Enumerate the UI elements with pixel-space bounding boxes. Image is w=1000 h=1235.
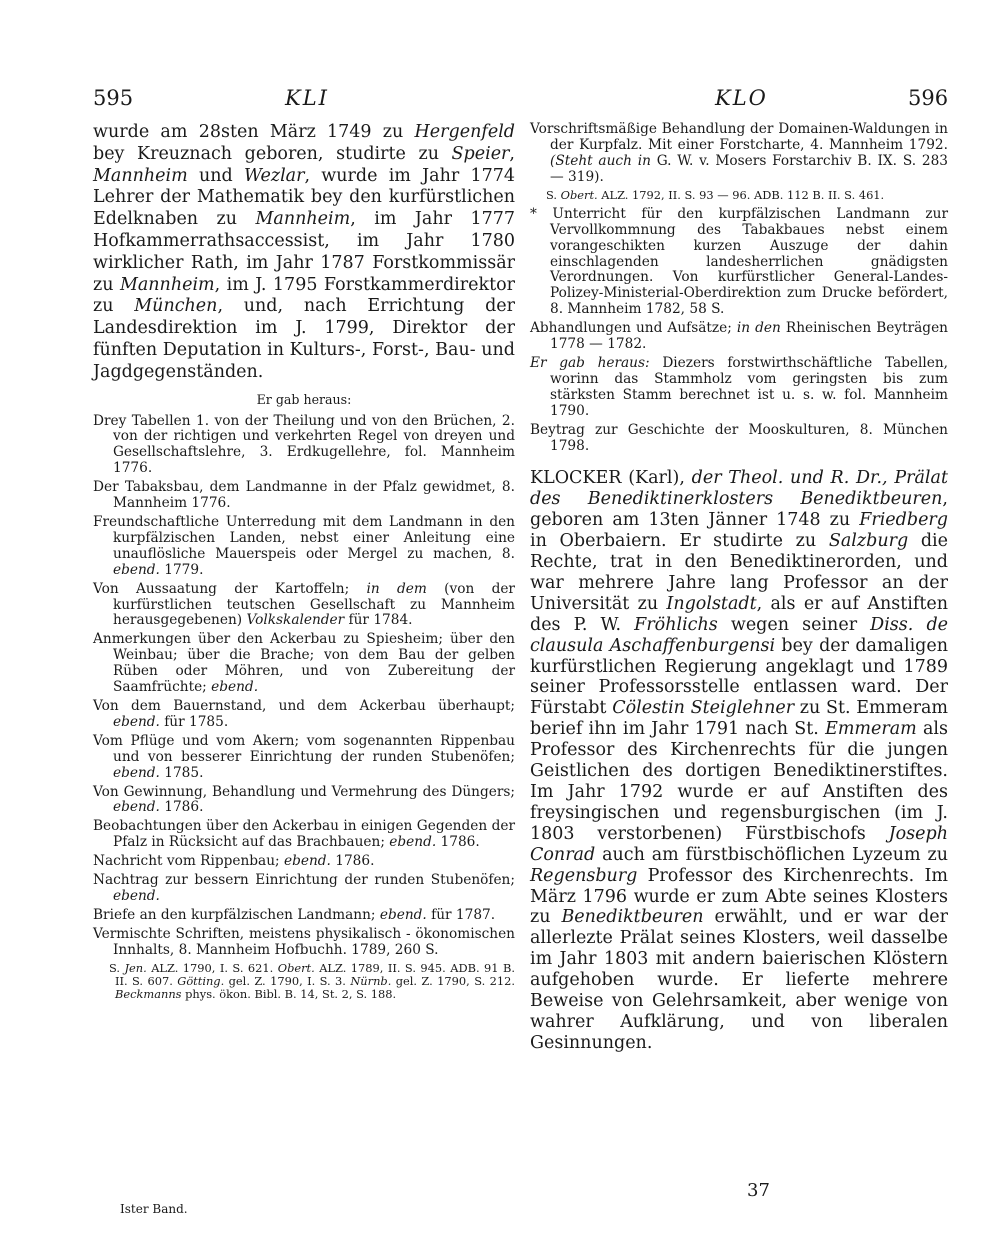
bibliography-entry: Anmerkungen über den Ackerbau zu Spiesheim; über den Weinbau; über die Brache; von dem Bau der gelben Rüben oder Möhren, und von Zubereitung der Saamfrüchte; ebend. <box>93 631 515 696</box>
signature-mark: 37 <box>747 1180 770 1201</box>
bibliography-entry: Briefe an den kurpfälzischen Landmann; ebend. für 1787. <box>93 906 496 923</box>
bibliography-entry: Vorschriftsmäßige Behandlung der Domainen-Waldungen in der Kurpfalz. Mit einer Forstcharte, 4. Mannheim 1792. (Steht auch in G. W. v. Mosers Forstarchiv B. IX. S. 283 — 319). <box>530 121 948 185</box>
bibliography-entry: Der Tabaksbau, dem Landmanne in der Pfalz gewidmet, 8. Mannheim 1776. <box>93 479 515 512</box>
biography-continued: wurde am 28sten März 1749 zu Hergenfeld bey Kreuznach geboren, studirte zu Speier, Mannheim und Wezlar, wurde im Jahr 1774 Lehrer der Mathematik bey den kurfürstlichen Edelknaben zu Mannheim, im Jahr 1777 Hofkammerrathsaccessist, im Jahr 1780 wirklicher Rath, im Jahr 1787 Forstkommissär zu Mannheim, im J. 1795 Forstkammerdirektor zu München, und, nach Errichtung der Landesdirektion im J. 1799, Direktor der fünften Deputation in Kulturs-, Forst-, Bau- und Jagdgegenständen. <box>93 122 515 382</box>
review-references: S. Jen. ALZ. 1790, I. S. 621. Obert. ALZ. 1789, II. S. 945. ADB. 91 B. II. S. 607. Götting. gel. Z. 1790, I. S. 3. Nürnb. gel. Z. 1790, S. 212. Beckmanns phys. ökon. Bibl. B. 14, St. 2, S. 188. <box>109 960 515 1001</box>
bibliography-entry: Beytrag zur Geschichte der Mooskulturen, 8. München 1798. <box>530 421 948 454</box>
page-number-left: 595 <box>93 86 134 110</box>
biography-klocker: KLOCKER (Karl), der Theol. und R. Dr., Prälat des Benediktinerklosters Benediktbeuren, geboren am 13ten Jänner 1748 zu Friedberg in Oberbaiern. Er studirte zu Salzburg die Rechte, trat in den Benediktinerorden, und war mehrere Jahre lang Professor an der Universität zu Ingolstadt, als er auf Anstiften des P. W. Fröhlichs wegen seiner Diss. de clausula Aschaffenburgensi bey der damaligen kurfürstlichen Regierung angeklagt und 1789 seiner Professorsstelle entlassen ward. Der Fürstabt Cölestin Steiglehner zu St. Emmeram berief ihn im Jahr 1791 nach St. Emmeram als Professor des Kirchenrechts für die jungen Geistlichen des dortigen Benediktinerstiftes. Im Jahr 1792 wurde er auf Anstiften des freysingischen und regensburgischen (im J. 1803 verstorbenen) Fürstbischofs Joseph Conrad auch am fürstbischöflichen Lyzeum zu Regensburg Professor des Kirchenrechts. Im März 1796 wurde er zum Abte seines Klosters zu Benediktbeuren erwählt, und er war der allerlezte Prälat seines Klosters, weil dasselbe im Jahr 1803 mit andern baierischen Klöstern aufgehoben wurde. Er lieferte mehrere Beweise von Gelehrsamkeit, aber wenige von wahrer Aufklärung, und von liberalen Gesinnungen. <box>530 468 949 1053</box>
bibliography-entry: Freundschaftliche Unterredung mit dem Landmann in den kurpfälzischen Landen, nebst einer Anleitung eine unauflösliche Mauerspeis oder Mergel zu machen, 8. ebend. 1779. <box>93 514 515 578</box>
bibliography-entry: Vom Pflüge und vom Akern; vom sogenannten Rippenbau und von besserer Einrichtung der runden Stubenöfen; ebend. 1785. <box>93 732 515 781</box>
works-heading: Er gab heraus: <box>256 391 352 407</box>
review-references: S. Obert. ALZ. 1792, II. S. 93 — 96. ADB. 112 B. II. S. 461. <box>546 187 885 202</box>
page-number-right: 596 <box>908 86 949 110</box>
bibliography-entry: * Unterricht für den kurpfälzischen Landmann zur Vervollkommnung des Tabakbaues nebst einem vorangeschikten kurzen Auszuge der dahin einschlagenden landesherrlichen gnädigsten Verordnungen. Von kurfürstlicher General-Landes-Polizey-Ministerial-Oberdirektion zum Drucke befördert, 8. Mannheim 1782, 58 S. <box>530 205 948 318</box>
catchword-left: KLI <box>285 86 329 110</box>
left-column <box>93 122 515 1006</box>
bibliography-entry: Von Aussaatung der Kartoffeln; in dem (von der kurfürstlichen teutschen Gesellschaft zu Mannheim herausgegebenen) Volkskalender für 1784. <box>93 580 515 629</box>
bibliography-entry: Vermischte Schriften, meistens physikalisch - ökonomischen Innhalts, 8. Mannheim Hofbuchh. 1789, 260 S. <box>93 925 515 958</box>
bibliography-entry: Abhandlungen und Aufsätze; in den Rheinischen Beyträgen 1778 — 1782. <box>530 320 948 353</box>
bibliography-entry: Von Gewinnung, Behandlung und Vermehrung des Düngers; ebend. 1786. <box>93 783 515 816</box>
catchword-right: KLO <box>715 86 768 110</box>
right-column <box>530 122 948 1054</box>
bibliography-entry: Drey Tabellen 1. von der Theilung und von den Brüchen, 2. von der richtigen und verkehrten Regel von dreyen und Gesellschaftslehre, 3. Erdkugellehre, fol. Mannheim 1776. <box>93 412 515 477</box>
volume-footer: Ister Band. <box>120 1202 188 1216</box>
bibliography-entry: Beobachtungen über den Ackerbau in einigen Gegenden der Pfalz in Rücksicht auf das Brachbauen; ebend. 1786. <box>93 818 515 851</box>
bibliography-entry: Nachtrag zur bessern Einrichtung der runden Stubenöfen; ebend. <box>93 872 515 904</box>
bibliography-entry: Er gab heraus: Diezers forstwirthschäftliche Tabellen, worinn das Stammholz vom geringsten bis zum stärksten Stamm berechnet ist u. s. w. fol. Mannheim 1790. <box>530 354 948 419</box>
bibliography-entry: Von dem Bauernstand, und dem Ackerbau überhaupt; ebend. für 1785. <box>93 697 515 730</box>
bibliography-entry: Nachricht vom Rippenbau; ebend. 1786. <box>93 853 375 870</box>
